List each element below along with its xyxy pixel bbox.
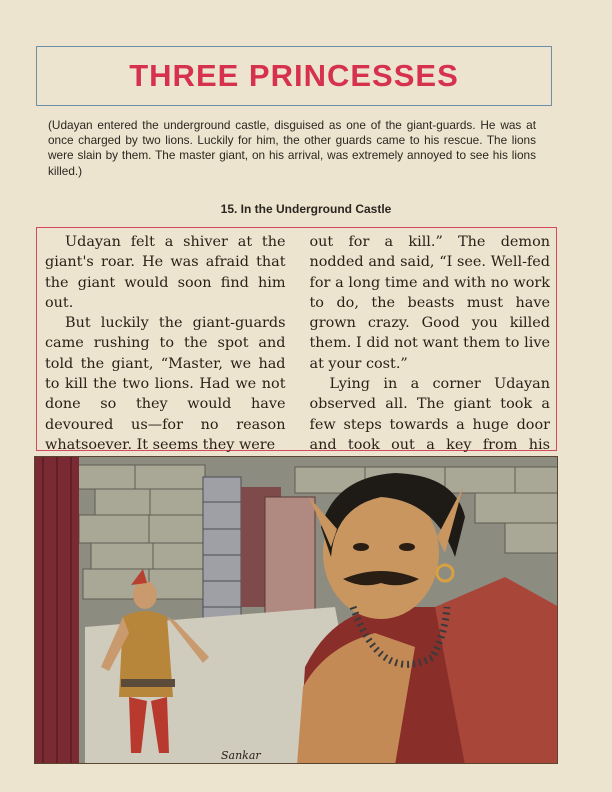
story-text-box [36, 227, 557, 451]
title-box [36, 46, 552, 106]
chapter-heading: 15. In the Underground Castle [220, 202, 392, 216]
story-column-right [309, 232, 551, 453]
artist-signature: Sankar [221, 749, 261, 762]
story-paragraph: Lying in a corner Udayan observed all. The giant took a few steps towards a huge door and took out a key from his [309, 376, 550, 453]
intro-summary: (Udayan entered the underground castle, disguised as one of the giant-guards. He was at once charged by two lions. Luckily for him, the other guards came to his rescue. The lions were slain by them. The master giant, on his arrival, was extremely annoyed to see his lions killed.) [48, 118, 536, 178]
story-paragraph: Udayan felt a shiver at the giant's roar. He was afraid that the giant would soon find him out. [45, 234, 286, 311]
story-paragraph: But luckily the giant-guards came rushing to the spot and told the giant, “Master, we had to kill the two lions. Had we not done so they would have devoured us—for no reason whatsoever. It seems they were [45, 315, 286, 453]
story-column-left [45, 232, 286, 453]
story-paragraph: out for a kill.” The demon nodded and said, “I see. Well-fed for a long time and with no work to do, the beasts must have grown crazy. Good you killed them. I did not want them to live at your cost.” [309, 234, 550, 372]
illustration [34, 456, 558, 764]
page-title: THREE PRINCESSES [129, 58, 459, 93]
